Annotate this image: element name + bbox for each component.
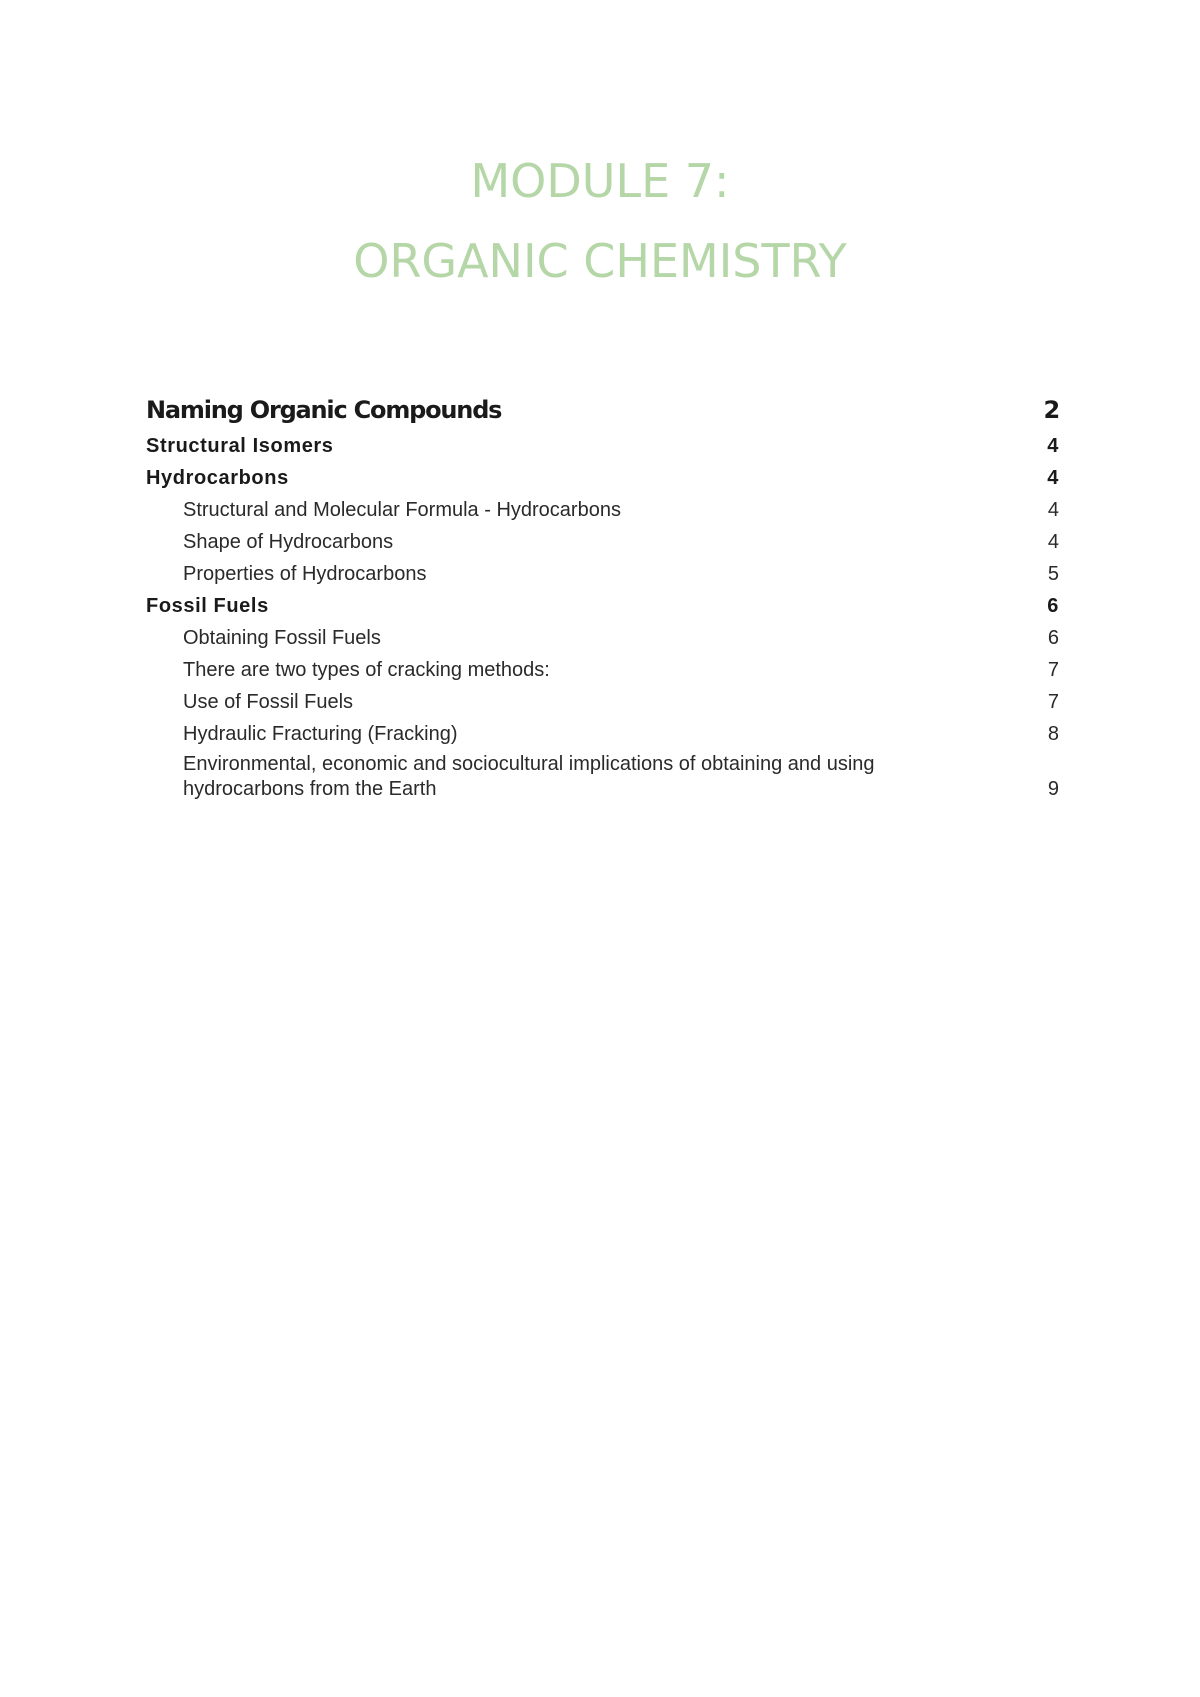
toc-entry-text: Structural Isomers bbox=[146, 435, 334, 457]
toc-entry-text: Environmental, economic and sociocultural implications of obtaining and using hydrocarbons from the Earth bbox=[183, 753, 875, 800]
toc-entry[interactable] bbox=[146, 654, 1059, 686]
toc-entry-page: 8 bbox=[1047, 723, 1059, 745]
toc-entry[interactable] bbox=[146, 494, 1059, 526]
toc-entry[interactable] bbox=[146, 718, 1059, 750]
toc-entry[interactable] bbox=[146, 750, 1059, 802]
toc-entry-page: 4 bbox=[1047, 499, 1059, 521]
toc-entry-text: Structural and Molecular Formula - Hydrocarbons bbox=[183, 499, 621, 521]
document-title-line-2: ORGANIC CHEMISTRY bbox=[353, 234, 847, 288]
toc-entry-text: Properties of Hydrocarbons bbox=[183, 563, 427, 585]
toc-entry-page: 9 bbox=[1047, 778, 1059, 800]
toc-entry-page: 2 bbox=[1043, 396, 1059, 424]
table-of-contents bbox=[146, 392, 1059, 802]
toc-entry[interactable] bbox=[146, 392, 1059, 428]
toc-entry-page: 4 bbox=[1047, 467, 1059, 489]
toc-entry[interactable] bbox=[146, 686, 1059, 718]
toc-entry-page: 6 bbox=[1047, 595, 1059, 617]
toc-entry[interactable] bbox=[146, 590, 1059, 622]
toc-entry-page: 4 bbox=[1047, 435, 1059, 457]
toc-entry-page: 5 bbox=[1047, 563, 1059, 585]
toc-entry[interactable] bbox=[146, 526, 1059, 558]
toc-entry[interactable] bbox=[146, 462, 1059, 494]
toc-entry-text: Naming Organic Compounds bbox=[146, 396, 502, 424]
toc-entry[interactable] bbox=[146, 622, 1059, 654]
document-title-line-1: MODULE 7: bbox=[470, 154, 730, 208]
toc-entry[interactable] bbox=[146, 558, 1059, 590]
toc-entry-text: Use of Fossil Fuels bbox=[183, 691, 354, 713]
toc-entry-text: Hydraulic Fracturing (Fracking) bbox=[183, 723, 458, 745]
toc-entry-page: 6 bbox=[1047, 627, 1059, 649]
toc-entry-text: There are two types of cracking methods: bbox=[183, 659, 550, 681]
toc-entry[interactable] bbox=[146, 430, 1059, 462]
toc-entry-page: 4 bbox=[1047, 531, 1059, 553]
toc-entry-page: 7 bbox=[1047, 659, 1059, 681]
toc-entry-text: Shape of Hydrocarbons bbox=[183, 531, 394, 553]
toc-entry-text: Hydrocarbons bbox=[146, 467, 289, 489]
toc-entry-page: 7 bbox=[1047, 691, 1059, 713]
toc-entry-text: Fossil Fuels bbox=[146, 595, 269, 617]
toc-entry-text: Obtaining Fossil Fuels bbox=[183, 627, 381, 649]
